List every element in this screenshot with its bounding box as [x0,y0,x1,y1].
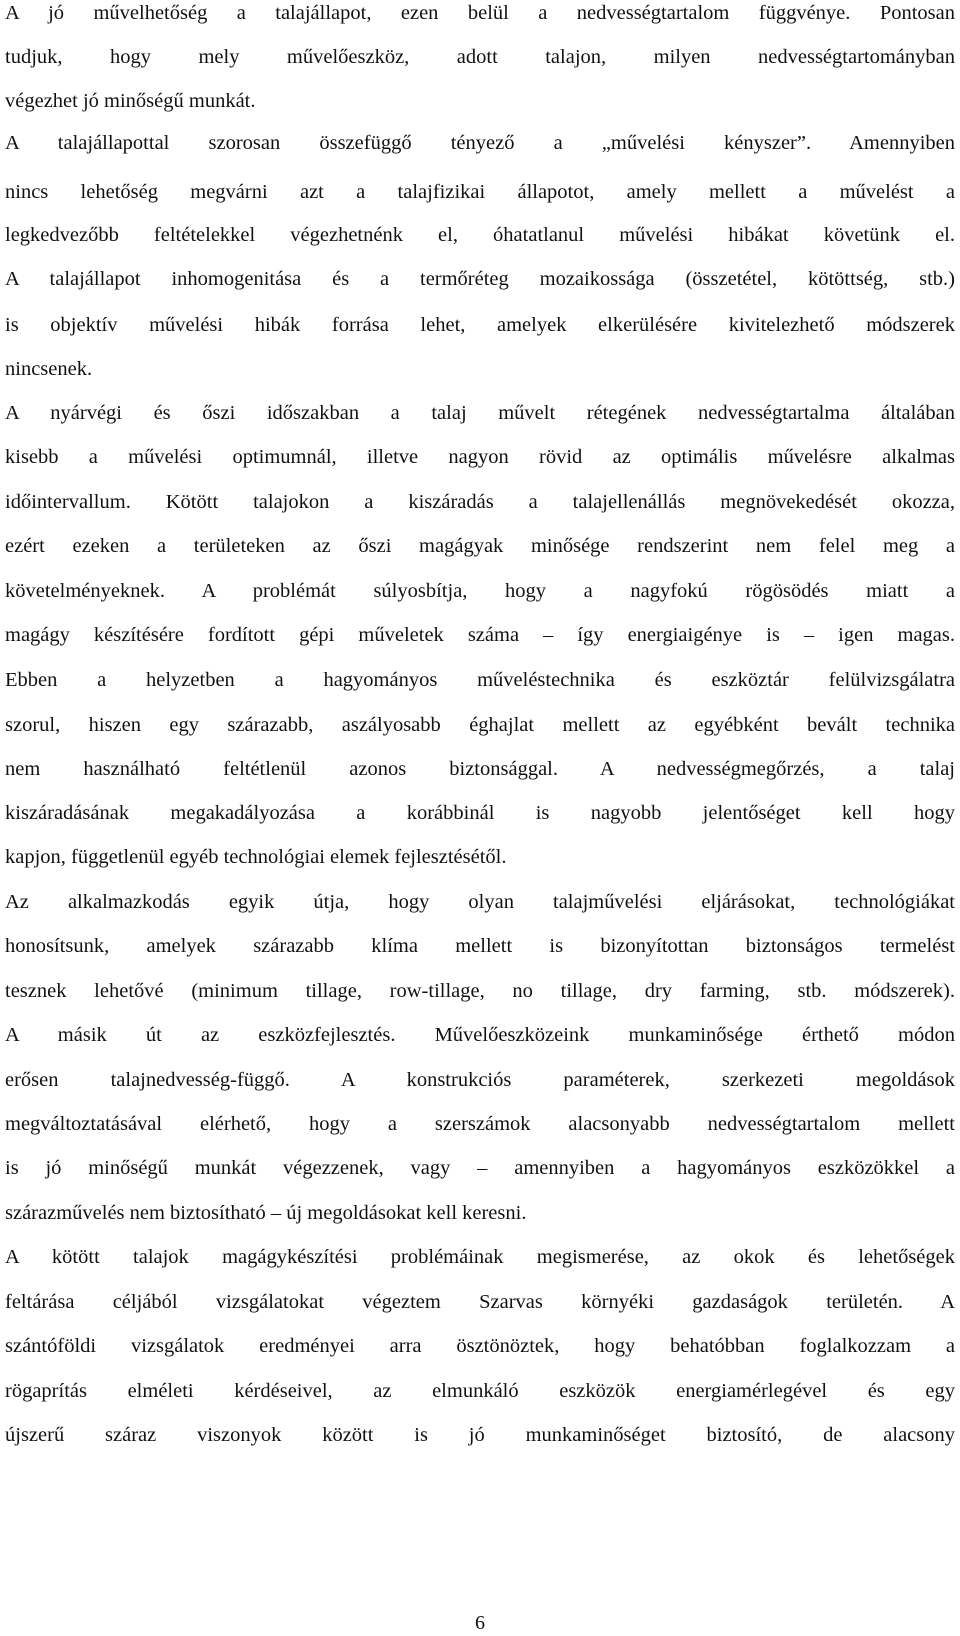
text-line: is jó minőségű munkát végezzenek, vagy – amennyiben a hagyományos eszközökkel a [5,1157,955,1179]
text-line: ezért ezeken a területeken az őszi magágyak minősége rendszerint nem felel meg a [5,535,955,557]
text-line: tudjuk, hogy mely művelőeszköz, adott talajon, milyen nedvességtartományban [5,46,955,68]
text-line: magágy készítésére fordított gépi műveletek száma – így energiaigénye is – igen magas. [5,624,955,646]
text-line: erősen talajnedvesség-függő. A konstrukciós paraméterek, szerkezeti megoldások [5,1069,955,1091]
page-number: 6 [475,1612,485,1634]
text-line: kapjon, függetlenül egyéb technológiai elemek fejlesztésétől. [5,846,507,868]
text-line: szántóföldi vizsgálatok eredményei arra ösztönöztek, hogy behatóbban foglalkozzam a [5,1335,955,1357]
text-line: nem használható feltétlenül azonos biztonsággal. A nedvességmegőrzés, a talaj [5,758,955,780]
text-line: kisebb a művelési optimumnál, illetve nagyon rövid az optimális művelésre alkalmas [5,446,955,468]
text-line: A talajállapot inhomogenitása és a termőréteg mozaikossága (összetétel, kötöttség, stb.) [5,268,955,290]
text-line: A talajállapottal szorosan összefüggő tényező a „művelési kényszer”. Amennyiben [5,132,955,154]
text-line: kiszáradásának megakadályozása a korábbinál is nagyobb jelentőséget kell hogy [5,802,955,824]
text-line: A másik út az eszközfejlesztés. Művelőeszközeink munkaminősége érthető módon [5,1024,955,1046]
text-line: végezhet jó minőségű munkát. [5,90,256,112]
text-line: időintervallum. Kötött talajokon a kiszáradás a talajellenállás megnövekedését okozza, [5,491,955,513]
text-line: szorul, hiszen egy szárazabb, aszályosabb éghajlat mellett az egyébként bevált technika [5,714,955,736]
text-line: legkedvezőbb feltételekkel végezhetnénk el, óhatatlanul művelési hibákat követünk el. [5,224,955,246]
text-line: A jó művelhetőség a talajállapot, ezen belül a nedvességtartalom függvénye. Pontosan [5,2,955,24]
text-line: rögaprítás elméleti kérdéseivel, az elmunkáló eszközök energiamérlegével és egy [5,1380,955,1402]
text-line: nincs lehetőség megvárni azt a talajfizikai állapotot, amely mellett a művelést a [5,181,955,203]
text-line: is objektív művelési hibák forrása lehet, amelyek elkerülésére kivitelezhető módszerek [5,314,955,336]
text-line: szárazművelés nem biztosítható – új megoldásokat kell keresni. [5,1202,527,1224]
text-line: követelményeknek. A problémát súlyosbítja, hogy a nagyfokú rögösödés miatt a [5,580,955,602]
text-line: honosítsunk, amelyek szárazabb klíma mellett is bizonyítottan biztonságos termelést [5,935,955,957]
text-line: feltárása céljából vizsgálatokat végeztem Szarvas környéki gazdaságok területén. A [5,1291,955,1313]
text-line: újszerű száraz viszonyok között is jó munkaminőséget biztosító, de alacsony [5,1424,955,1446]
text-line: tesznek lehetővé (minimum tillage, row-tillage, no tillage, dry farming, stb. módszerek). [5,980,955,1002]
text-line: A nyárvégi és őszi időszakban a talaj művelt rétegének nedvességtartalma általában [5,402,955,424]
text-line: megváltoztatásával elérhető, hogy a szerszámok alacsonyabb nedvességtartalom mellett [5,1113,955,1135]
text-line: Ebben a helyzetben a hagyományos műveléstechnika és eszköztár felülvizsgálatra [5,669,955,691]
text-line: A kötött talajok magágykészítési problémáinak megismerése, az okok és lehetőségek [5,1246,955,1268]
text-line: nincsenek. [5,358,93,380]
text-line: Az alkalmazkodás egyik útja, hogy olyan talajművelési eljárásokat, technológiákat [5,891,955,913]
